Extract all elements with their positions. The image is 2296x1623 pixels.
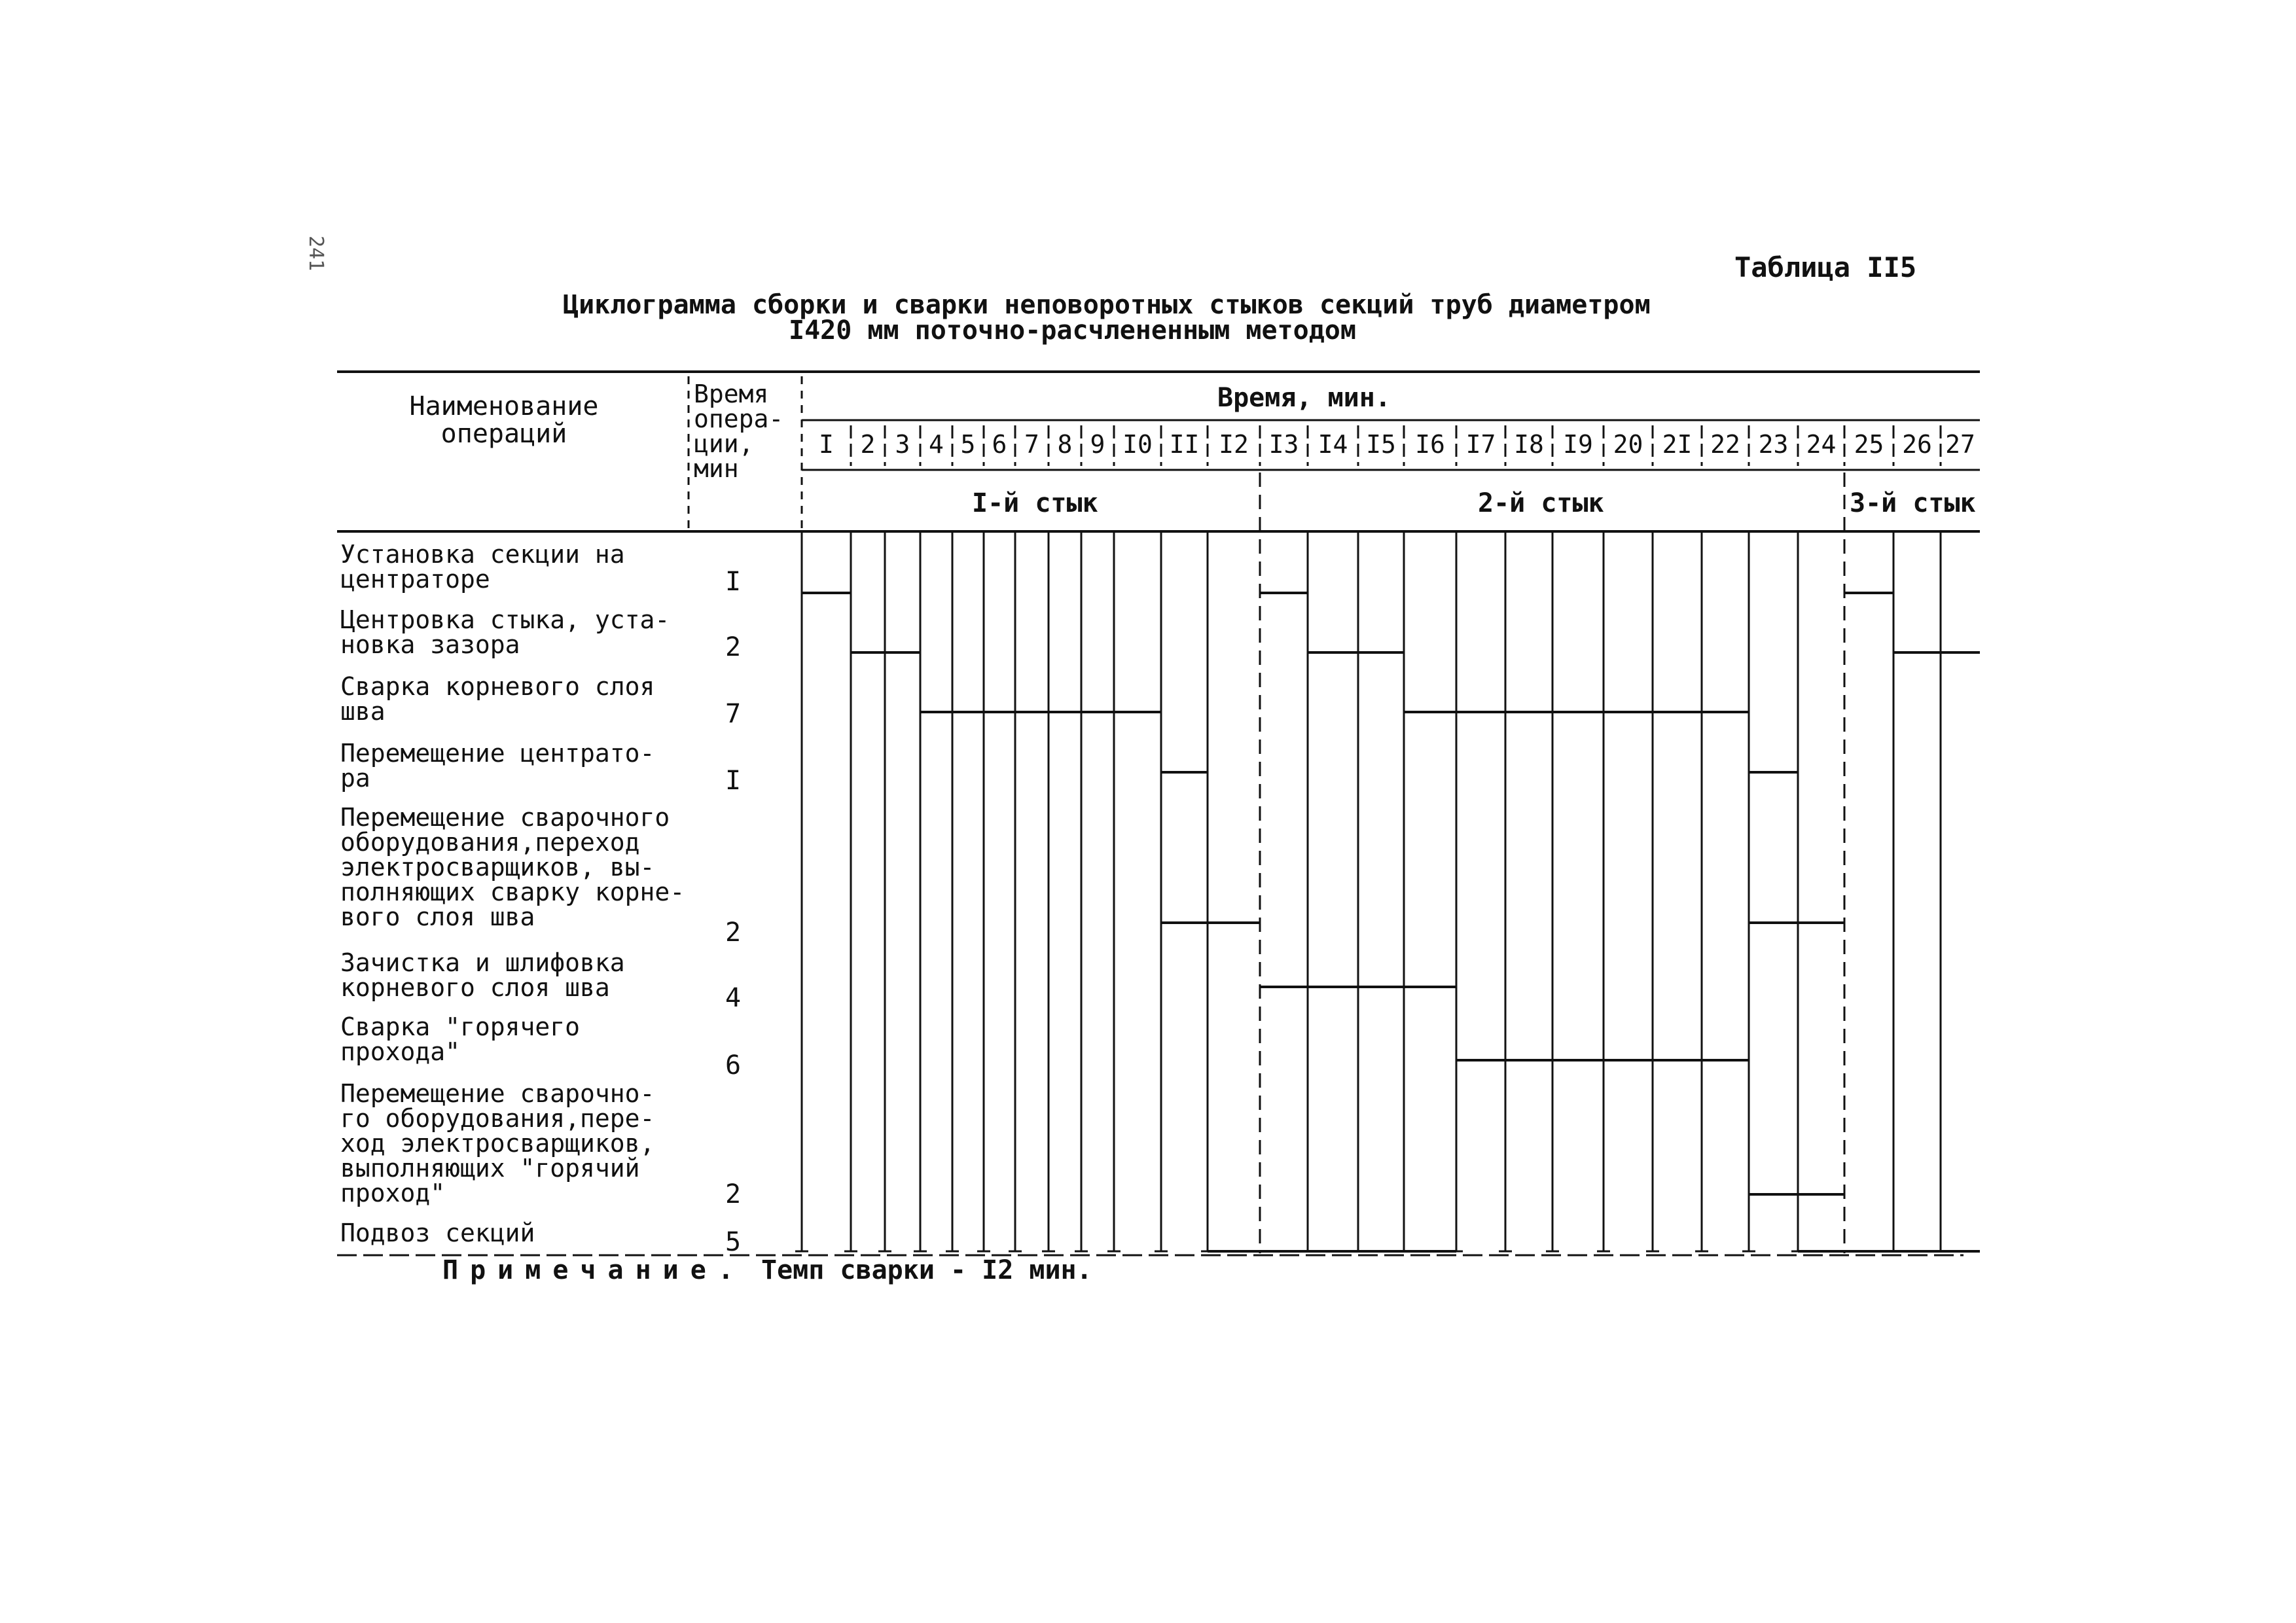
operation-duration: 4: [725, 983, 742, 1013]
joint-label: 3-й стык: [1850, 488, 1976, 518]
operation-duration: 2: [725, 918, 742, 948]
header-operation-name: Наименование операций: [409, 391, 599, 449]
table-title-line-2: I420 мм поточно-расчлененным методом: [789, 315, 1356, 346]
operation-name: Зачистка и шлифовка корневого слоя шва: [340, 948, 625, 1002]
operation-duration: I: [725, 567, 742, 597]
operation-name: Сварка корневого слоя шва: [340, 672, 655, 726]
minute-label: I2: [1219, 430, 1249, 459]
operation-name: Центровка стыка, уста- новка зазора: [340, 605, 670, 659]
operation-duration: I: [725, 766, 742, 796]
operation-name: Перемещение сварочного оборудования,переход электросварщиков, вы- полняющих сварку корне- вого слоя шва: [340, 803, 685, 931]
minute-label: I3: [1268, 430, 1299, 459]
minute-label: 4: [929, 430, 944, 459]
joint-label: I-й стык: [972, 488, 1098, 518]
operation-duration: 2: [725, 632, 742, 662]
minute-label: I4: [1318, 430, 1348, 459]
operation-duration: 5: [725, 1227, 742, 1257]
minute-label: 24: [1806, 430, 1837, 459]
joint-label: 2-й стык: [1478, 488, 1604, 518]
minute-label: 26: [1902, 430, 1932, 459]
operation-duration: 6: [725, 1050, 742, 1080]
operation-duration: 2: [725, 1179, 742, 1209]
minute-label: 8: [1057, 430, 1073, 459]
minute-label: 27: [1945, 430, 1975, 459]
table-number: Таблица II5: [1734, 251, 1917, 283]
minute-label: 2: [860, 430, 876, 459]
page-number: 241: [304, 236, 327, 272]
minute-label: I6: [1415, 430, 1445, 459]
minute-label: 25: [1854, 430, 1884, 459]
minute-label: 2I: [1662, 430, 1693, 459]
minute-label: I8: [1514, 430, 1544, 459]
minute-label: 7: [1024, 430, 1039, 459]
table-title-line-1: Циклограмма сборки и сварки неповоротных стыков секций труб диаметром: [563, 290, 1651, 320]
note-label: Примечание.: [442, 1255, 745, 1285]
table-note: [442, 1255, 1092, 1285]
minute-label: I7: [1465, 430, 1496, 459]
operation-name: Установка секции на центраторе: [340, 540, 625, 594]
minute-label: I: [819, 430, 834, 459]
operation-duration: 7: [725, 699, 742, 729]
operation-name: Перемещение сварочно- го оборудования,пере- ход электросварщиков, выполняющих "горячий проход": [340, 1079, 655, 1207]
note-text: Темп сварки - I2 мин.: [761, 1255, 1092, 1285]
operation-name: Перемещение центрато- ра: [340, 739, 655, 793]
operation-name: Сварка "горячего прохода": [340, 1012, 581, 1066]
minute-label: 5: [960, 430, 976, 459]
minute-label: I9: [1563, 430, 1593, 459]
minute-label: 3: [895, 430, 910, 459]
minute-label: I0: [1122, 430, 1153, 459]
minute-label: I5: [1366, 430, 1396, 459]
header-operation-duration: Время опера- ции, мин: [694, 380, 784, 483]
minute-label: II: [1169, 430, 1200, 459]
header-time: Время, мин.: [1217, 383, 1391, 413]
minute-label: 6: [992, 430, 1007, 459]
minute-label: 20: [1613, 430, 1643, 459]
minute-label: 22: [1710, 430, 1740, 459]
minute-label: 9: [1090, 430, 1105, 459]
minute-label: 23: [1758, 430, 1789, 459]
operation-name: Подвоз секций: [340, 1219, 535, 1247]
